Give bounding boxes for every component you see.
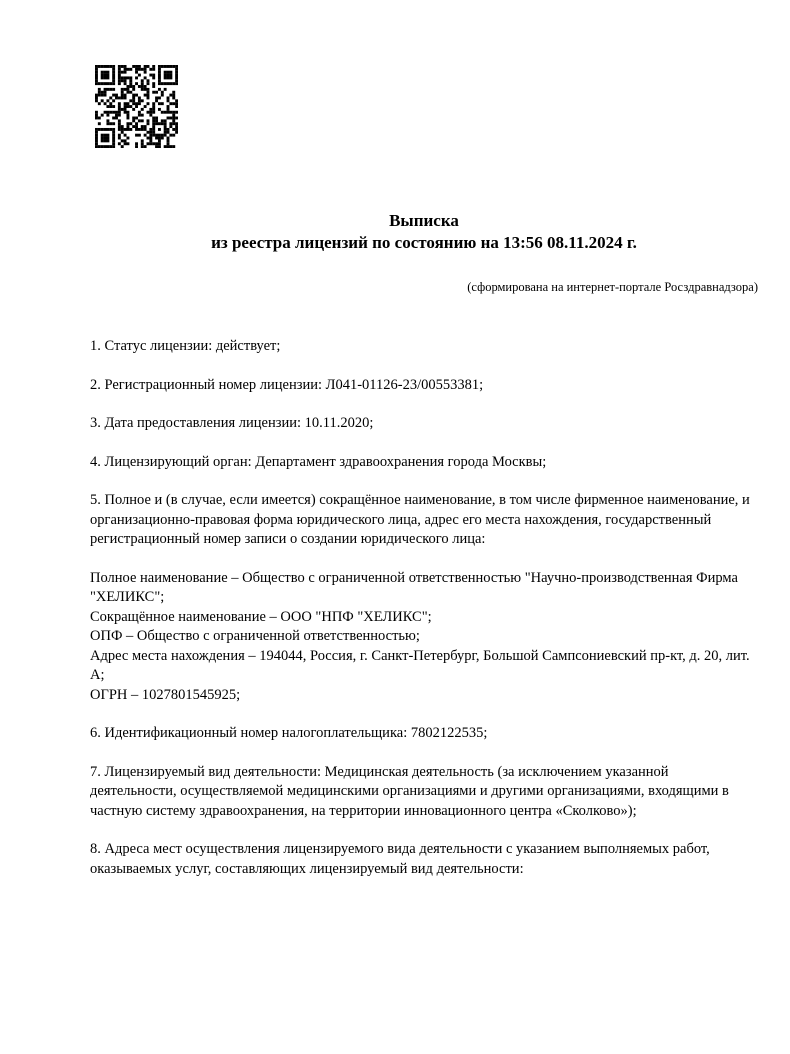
document-title	[90, 210, 758, 254]
paragraph	[90, 763, 758, 822]
paragraph	[90, 414, 758, 434]
qr-code-icon	[95, 65, 178, 148]
paragraph-line: Сокращённое наименование – ООО "НПФ "ХЕЛИКС";	[90, 608, 432, 625]
paragraph	[90, 453, 758, 473]
paragraph-line: 3. Дата предоставления лицензии: 10.11.2020;	[90, 415, 374, 431]
paragraph	[90, 569, 758, 706]
paragraph	[90, 840, 758, 879]
paragraph-line: ОПФ – Общество с ограниченной ответственностью;	[90, 628, 420, 644]
document-title-line-1: Выписка	[389, 211, 459, 230]
paragraph-line: 4. Лицензирующий орган: Департамент здравоохранения города Москвы;	[90, 453, 547, 470]
formed-on-portal-note: (сформирована на интернет-портале Росздравнадзора)	[467, 280, 758, 294]
paragraph	[90, 724, 758, 744]
paragraph-line: Полное наименование – Общество с ограниченной ответственностью "Научно-производственная Фирма "ХЕЛИКС";	[90, 569, 738, 605]
paragraph-line: 2. Регистрационный номер лицензии: Л041-01126-23/00553381;	[90, 376, 484, 393]
paragraph	[90, 376, 758, 396]
paragraph-line: 6. Идентификационный номер налогоплательщика: 7802122535;	[90, 725, 488, 741]
paragraph-line: 1. Статус лицензии: действует;	[90, 338, 281, 354]
paragraph	[90, 337, 758, 357]
paragraph-line: Адрес места нахождения – 194044, Россия, г. Санкт-Петербург, Большой Сампсониевский пр-кт, д. 20, лит. А;	[90, 647, 750, 683]
document-body	[90, 337, 758, 879]
document-content	[90, 210, 758, 879]
paragraph-line: 5. Полное и (в случае, если имеется) сокращённое наименование, в том числе фирменное наименование, и организационно-правовая форма юридического лица, адрес его места нахождения, государственный регистрационный номер записи о создании юридического лица:	[90, 492, 750, 547]
paragraph	[90, 491, 758, 550]
document-title-line-2: из реестра лицензий по состоянию на 13:56 08.11.2024 г.	[211, 233, 637, 252]
paragraph-line: 8. Адреса мест осуществления лицензируемого вида деятельности с указанием выполняемых работ, оказываемых услуг, составляющих лицензируемый вид деятельности:	[90, 841, 710, 877]
paragraph-line: ОГРН – 1027801545925;	[90, 686, 241, 703]
paragraph-line: 7. Лицензируемый вид деятельности: Медицинская деятельность (за исключением указанной деятельности, осуществляемой медицинскими организациями и другими организациями, входящими в частную систему здравоохранения, на территории инновационного центра «Сколково»);	[90, 763, 729, 819]
